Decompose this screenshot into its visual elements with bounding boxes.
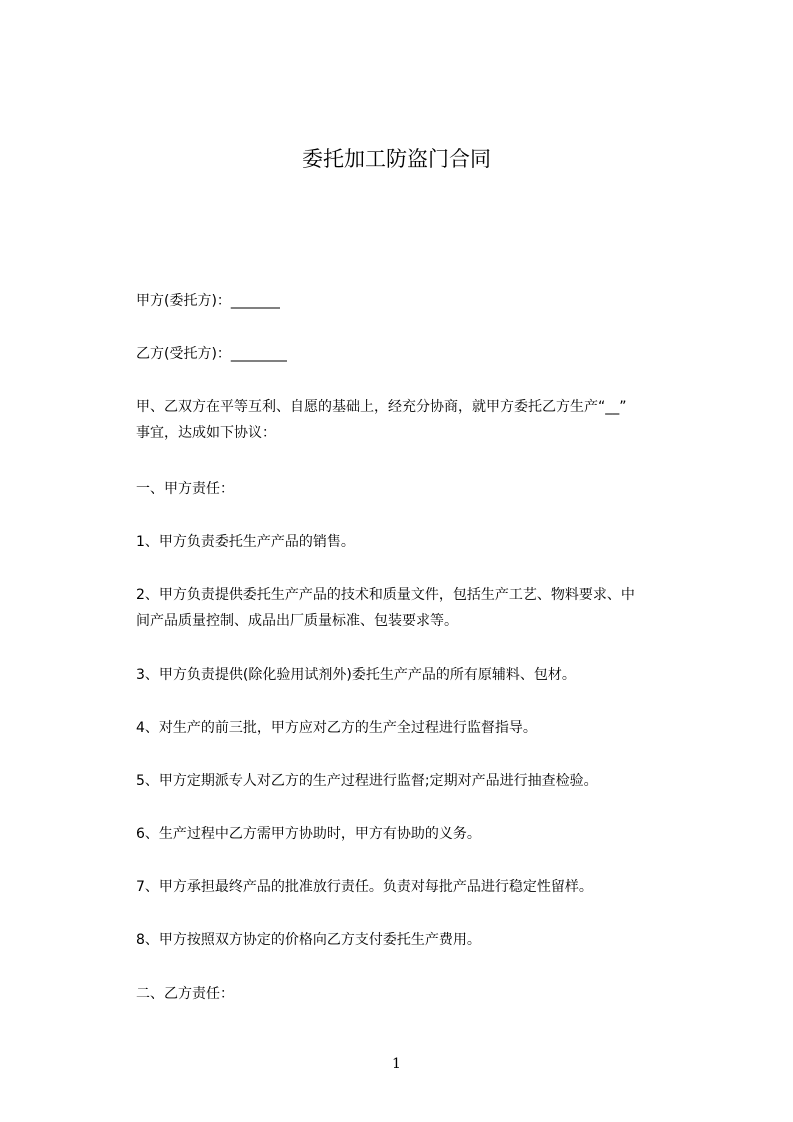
section-1-heading: 一、甲方责任：	[136, 481, 234, 497]
page-number: 1	[392, 1056, 401, 1072]
clause-item: 8、甲方按照双方协定的价格向乙方支付委托生产费用。	[136, 932, 481, 948]
clause-item: 3、甲方负责提供(除化验用试剂外)委托生产产品的所有原辅料、包材。	[136, 667, 576, 683]
party-a-line: 甲方(委托方)：_______	[136, 293, 280, 309]
clause-item: 6、生产过程中乙方需甲方协助时，甲方有协助的义务。	[136, 826, 481, 842]
clause-item: 2、甲方负责提供委托生产产品的技术和质量文件，包括生产工艺、物料要求、中	[136, 587, 635, 603]
intro-paragraph-line-1: 甲、乙双方在平等互利、自愿的基础上，经充分协商，就甲方委托乙方生产“__”	[136, 399, 627, 415]
party-b-line: 乙方(受托方)：________	[136, 346, 287, 362]
document-title: 委托加工防盗门合同	[302, 147, 491, 171]
clause-item: 7、甲方承担最终产品的批准放行责任。负责对每批产品进行稳定性留样。	[136, 879, 593, 895]
intro-paragraph-line-2: 事宜，达成如下协议：	[136, 425, 276, 441]
clause-item: 1、甲方负责委托生产产品的销售。	[136, 534, 355, 550]
section-2-heading: 二、乙方责任：	[136, 986, 234, 1002]
clause-item: 4、对生产的前三批，甲方应对乙方的生产全过程进行监督指导。	[136, 720, 537, 736]
clause-item-continuation: 间产品质量控制、成品出厂质量标准、包装要求等。	[136, 613, 458, 629]
clause-item: 5、甲方定期派专人对乙方的生产过程进行监督;定期对产品进行抽查检验。	[136, 773, 598, 789]
